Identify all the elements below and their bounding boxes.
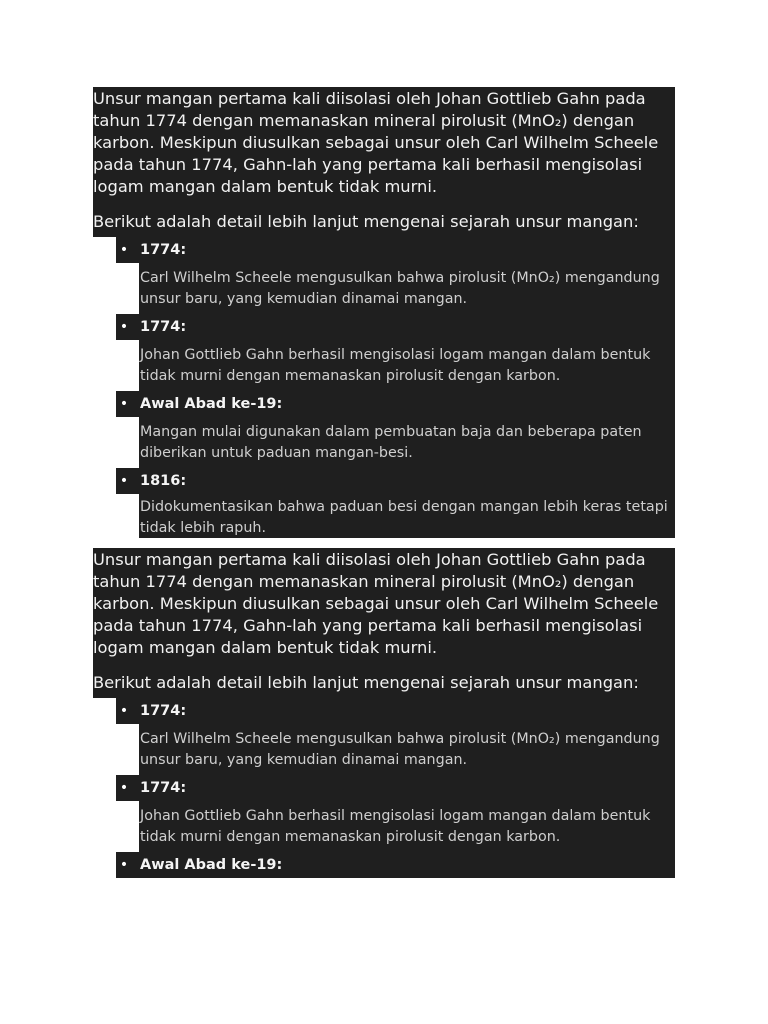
intro-paragraph: Unsur mangan pertama kali diisolasi oleh Johan Gottlieb Gahn pada tahun 1774 dengan memanaskan mineral pirolusit (MnO₂) dengan karbon. Meskipun diusulkan sebagai unsur oleh Carl Wilhelm Scheele pada tahun 1774, Gahn-lah yang pertama kali berhasil mengisolasi logam mangan dalam bentuk tidak murni. bbox=[93, 548, 675, 666]
list-item-text: Johan Gottlieb Gahn berhasil mengisolasi logam mangan dalam bentuk tidak murni dengan memanaskan pirolusit dengan karbon. bbox=[139, 340, 675, 391]
list-item bbox=[93, 852, 675, 878]
bullet-icon: • bbox=[119, 703, 129, 719]
list-item-text: Mangan mulai digunakan dalam pembuatan baja dan beberapa paten diberikan untuk paduan mangan-besi. bbox=[139, 417, 675, 468]
bullet-icon: • bbox=[119, 242, 129, 258]
history-list bbox=[93, 237, 675, 538]
list-item-heading-text: 1774: bbox=[140, 780, 187, 796]
list-item-heading-text: 1816: bbox=[140, 473, 187, 489]
list-item-heading bbox=[116, 391, 675, 417]
list-item-heading bbox=[116, 852, 675, 878]
list-item bbox=[93, 698, 675, 775]
list-item bbox=[93, 391, 675, 468]
list-item-text: Johan Gottlieb Gahn berhasil mengisolasi logam mangan dalam bentuk tidak murni dengan memanaskan pirolusit dengan karbon. bbox=[139, 801, 675, 852]
list-item-heading-text: Awal Abad ke-19: bbox=[140, 857, 283, 873]
list-item bbox=[93, 775, 675, 852]
bullet-icon: • bbox=[119, 857, 129, 873]
list-item bbox=[93, 237, 675, 314]
list-item-heading-text: 1774: bbox=[140, 319, 187, 335]
history-list bbox=[93, 698, 675, 878]
list-item bbox=[93, 468, 675, 538]
list-item-heading bbox=[116, 698, 675, 724]
list-item-heading bbox=[116, 237, 675, 263]
list-item-heading-text: Awal Abad ke-19: bbox=[140, 396, 283, 412]
content-block-1 bbox=[93, 87, 675, 538]
list-item bbox=[93, 314, 675, 391]
list-item-text: Didokumentasikan bahwa paduan besi dengan mangan lebih keras tetapi tidak lebih rapuh. bbox=[139, 494, 675, 538]
content-block-2 bbox=[93, 548, 675, 878]
list-item-text: Carl Wilhelm Scheele mengusulkan bahwa pirolusit (MnO₂) mengandung unsur baru, yang kemudian dinamai mangan. bbox=[139, 263, 675, 314]
list-item-heading bbox=[116, 468, 675, 494]
bullet-icon: • bbox=[119, 396, 129, 412]
bullet-icon: • bbox=[119, 780, 129, 796]
lead-paragraph: Berikut adalah detail lebih lanjut mengenai sejarah unsur mangan: bbox=[93, 205, 675, 237]
list-item-heading-text: 1774: bbox=[140, 703, 187, 719]
list-item-heading bbox=[116, 775, 675, 801]
bullet-icon: • bbox=[119, 319, 129, 335]
list-item-heading-text: 1774: bbox=[140, 242, 187, 258]
list-item-text: Carl Wilhelm Scheele mengusulkan bahwa pirolusit (MnO₂) mengandung unsur baru, yang kemudian dinamai mangan. bbox=[139, 724, 675, 775]
bullet-icon: • bbox=[119, 473, 129, 489]
list-item-heading bbox=[116, 314, 675, 340]
lead-paragraph: Berikut adalah detail lebih lanjut mengenai sejarah unsur mangan: bbox=[93, 666, 675, 698]
intro-paragraph: Unsur mangan pertama kali diisolasi oleh Johan Gottlieb Gahn pada tahun 1774 dengan memanaskan mineral pirolusit (MnO₂) dengan karbon. Meskipun diusulkan sebagai unsur oleh Carl Wilhelm Scheele pada tahun 1774, Gahn-lah yang pertama kali berhasil mengisolasi logam mangan dalam bentuk tidak murni. bbox=[93, 87, 675, 205]
